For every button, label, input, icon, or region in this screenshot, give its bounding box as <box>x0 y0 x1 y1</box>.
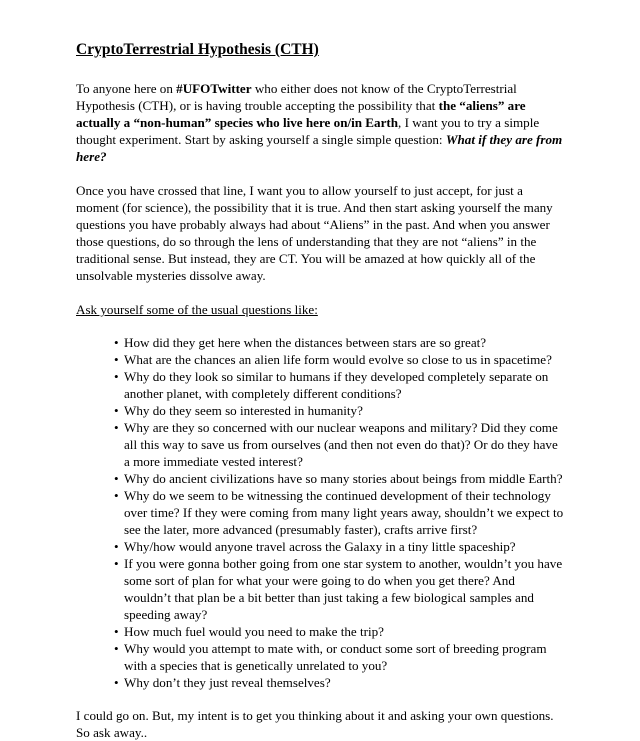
questions-heading: Ask yourself some of the usual questions like: <box>76 302 318 317</box>
list-item: • Why would you attempt to mate with, or conduct some sort of breeding program with a species that is genetically unrelated to you? <box>114 640 564 674</box>
list-item: • How did they get here when the distances between stars are so great? <box>114 334 564 351</box>
intro-paragraph <box>76 80 564 165</box>
hashtag: #UFOTwitter <box>176 81 252 96</box>
list-item: • If you were gonna bother going from one star system to another, wouldn’t you have some sort of plan for what your were going to do when you get there? And wouldn’t that plan be a bit better than just taking a few biological samples and speeding away? <box>114 555 564 623</box>
document-page <box>76 40 564 741</box>
list-item: • What are the chances an alien life form would evolve so close to us in spacetime? <box>114 351 564 368</box>
document-title: CryptoTerrestrial Hypothesis (CTH) <box>76 41 319 58</box>
list-item: • Why/how would anyone travel across the Galaxy in a tiny little spaceship? <box>114 538 564 555</box>
intro-text-2: who either does not know of the CryptoTerrestrial Hypothesis (CTH), or is having trouble accepting the possibility that <box>76 81 517 113</box>
list-item: • How much fuel would you need to make the trip? <box>114 623 564 640</box>
list-item: • Why do we seem to be witnessing the continued development of their technology over time? If they were coming from many light years away, shouldn’t we expect to see the later, more advanced (presumably faster), crafts arrive first? <box>114 487 564 538</box>
list-item: • Why are they so concerned with our nuclear weapons and military? Did they come all this way to save us from ourselves (and then not even do that)? Or do they have a more immediate vested interest? <box>114 419 564 470</box>
list-item: • Why do they seem so interested in humanity? <box>114 402 564 419</box>
intro-text-3: , I want you to try a simple thought experiment. Start by asking yourself a single simple question: <box>76 115 540 147</box>
list-item: • Why do ancient civilizations have so many stories about beings from middle Earth? <box>114 470 564 487</box>
questions-list <box>76 334 564 691</box>
list-item: • Why do they look so similar to humans if they developed completely separate on another planet, with completely different conditions? <box>114 368 564 402</box>
list-item: • Why don’t they just reveal themselves? <box>114 674 564 691</box>
intro-text-1: To anyone here on <box>76 81 177 96</box>
closing-paragraph: I could go on. But, my intent is to get you thinking about it and asking your own questions. So ask away.. <box>76 708 554 740</box>
body-paragraph: Once you have crossed that line, I want you to allow yourself to just accept, for just a moment (for science), the possibility that it is true. And then start asking yourself the many questions you have probably always had about “Aliens” in the past. And when you answer those questions, do so through the lens of understanding that they are not “aliens” in the traditional sense. But instead, they are CT. You will be amazed at how quickly all of the unsolvable mysteries dissolve away. <box>76 183 553 283</box>
bold-claim: the “aliens” are actually a “non-human” species who live here on/in Earth <box>76 98 526 130</box>
key-question: What if they are from here? <box>76 132 563 164</box>
